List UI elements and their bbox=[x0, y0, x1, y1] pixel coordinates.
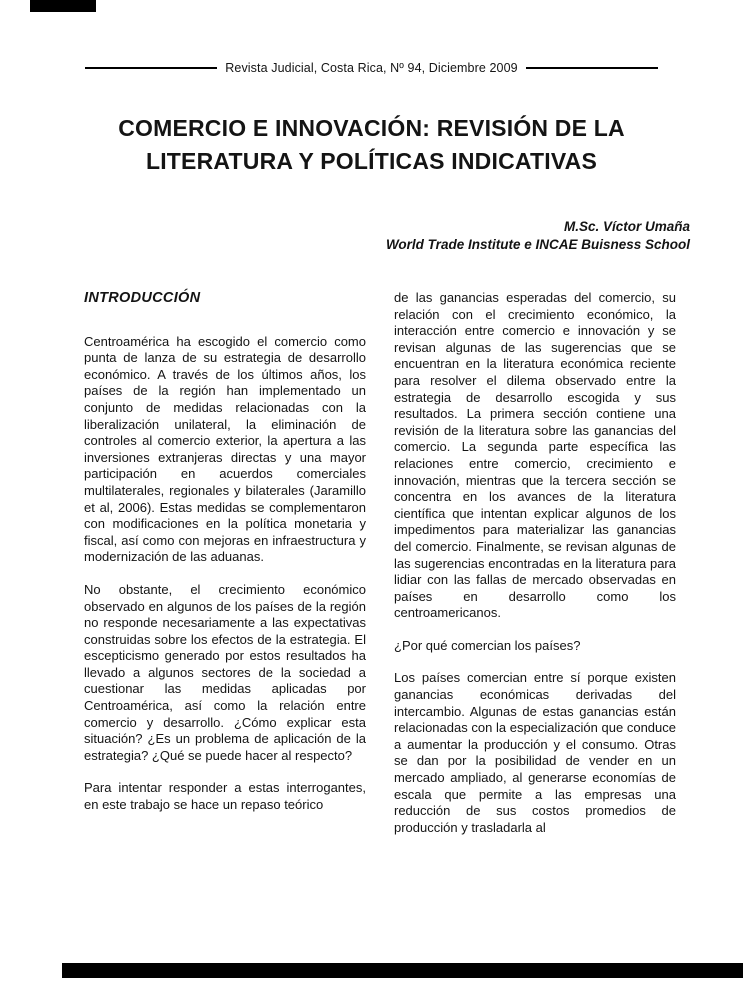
top-left-ink-mark bbox=[30, 0, 96, 12]
section-heading-introduccion: INTRODUCCIÓN bbox=[84, 290, 201, 306]
author-name: M.Sc. Víctor Umaña bbox=[563, 219, 690, 234]
paragraph-right-1: de las ganancias esperadas del comercio, su relación con el crecimiento económico, la interacción entre comercio e innovación y se revisan algunas de las sugerencias que se encuentran en la literatura económica reciente para resolver el dilema observado entre la estrategia de desarrollo escogida y sus resultados. La primera sección contiene una revisión de la literatura sobre las ganancias del comercio. La segunda parte específica las relaciones entre comercio, crecimiento e innovación, mientras que la tercera sección se concentra en los avances de la literatura científica que intentan explicar algunos de los impedimentos para materializar las ganancias del comercio. Finalmente, se revisan algunas de las sugerencias encontradas en la literatura para lidiar con las fallas de mercado observadas en países en desarrollo como los centroamericanos. bbox=[394, 290, 676, 621]
left-column bbox=[84, 290, 366, 830]
paragraph-right-2: Los países comercian entre sí porque existen ganancias económicas derivadas del intercambio. Algunas de estas ganancias están relacionadas con la especialización que conduce a aumentar la producción y el consumo. Otras se dan por la posibilidad de vender en un mercado ampliado, al generarse economías de escala que permite a las empresas una reducción de sus costos promedios de producción y trasladarla al bbox=[394, 670, 676, 835]
header-rule-left bbox=[85, 67, 217, 69]
subheading-question: ¿Por qué comercian los países? bbox=[394, 637, 581, 653]
journal-header-text: Revista Judicial, Costa Rica, Nº 94, Diciembre 2009 bbox=[225, 61, 518, 75]
article-title bbox=[0, 112, 743, 178]
article-title-line1: COMERCIO E INNOVACIÓN: REVISIÓN DE LA bbox=[118, 115, 625, 141]
article-body bbox=[84, 290, 676, 852]
page-header bbox=[85, 61, 658, 75]
author-affiliation: World Trade Institute e INCAE Buisness School bbox=[385, 237, 690, 252]
paragraph-left-2: No obstante, el crecimiento económico observado en algunos de los países de la región no responde necesariamente a las expectativas construidas sobre los efectos de la estrategia. El escepticismo generado por estos resultados ha llevado a algunos sectores de la sociedad a cuestionar las medidas aplicadas por Centroamérica, así como la relación entre comercio y desarrollo. ¿Cómo explicar esta situación? ¿Es un problema de aplicación de la estrategia? ¿Qué se puede hacer al respecto? bbox=[84, 581, 366, 763]
right-column bbox=[394, 290, 676, 852]
paragraph-left-3: Para intentar responder a estas interrogantes, en este trabajo se hace un repaso teórico bbox=[84, 780, 366, 813]
header-rule-right bbox=[526, 67, 658, 69]
paragraph-left-1: Centroamérica ha escogido el comercio como punta de lanza de su estrategia de desarrollo económico. A través de los últimos años, los países de la región han implementado un conjunto de medidas relacionadas con la liberalización unilateral, la eliminación de controles al comercio exterior, la apertura a las inversiones extranjeras directas y una mayor participación en acuerdos comerciales multilaterales, regionales y bilaterales (Jaramillo et al, 2006). Estas medidas se complementaron con modificaciones en la política monetaria y fiscal, así como con mejoras en infraestructura y modernización de las aduanas. bbox=[84, 333, 366, 565]
byline bbox=[84, 218, 690, 254]
article-title-line2: LITERATURA Y POLÍTICAS INDICATIVAS bbox=[145, 148, 598, 174]
bottom-ink-bar bbox=[62, 963, 743, 978]
